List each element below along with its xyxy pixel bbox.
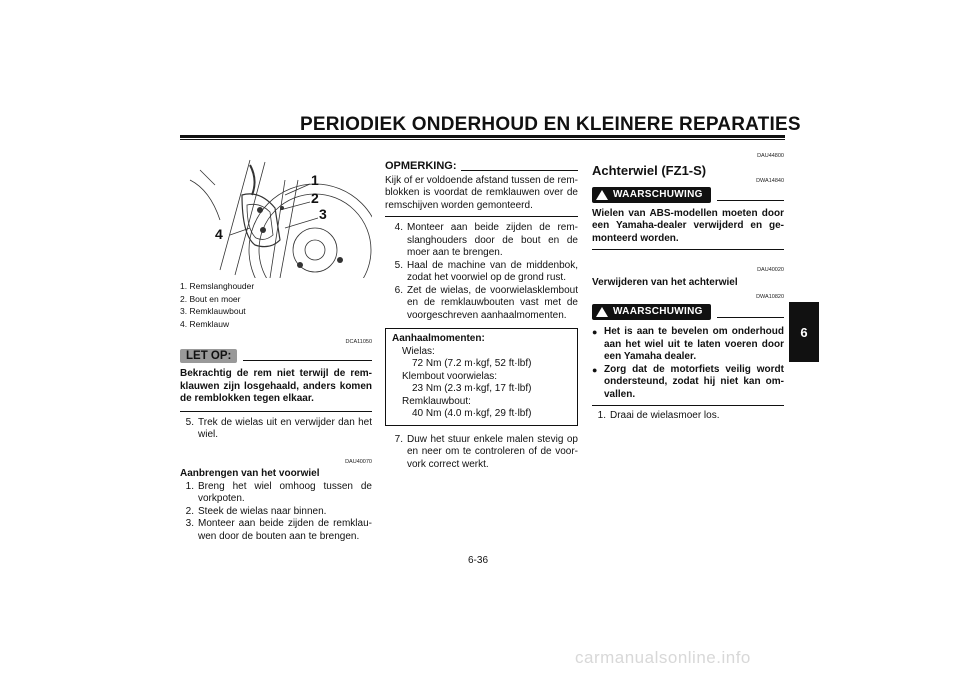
torque-label: Klembout voorwielas: <box>402 370 498 382</box>
subsection-code: DAU40020 <box>757 267 784 273</box>
legend-item: 1. Remslanghouder <box>180 281 255 291</box>
note-heading <box>385 160 578 173</box>
warning-heading <box>592 187 784 204</box>
warning-code: DWA14840 <box>756 178 784 184</box>
warning-icon <box>596 307 608 317</box>
warning-code: DWA10820 <box>756 294 784 300</box>
warning-rule <box>717 200 784 201</box>
section-title: Aanbrengen van het voorwiel <box>180 468 320 479</box>
caution-end-rule <box>180 411 372 412</box>
warning-icon <box>596 190 608 200</box>
header-rule-thin <box>180 139 785 140</box>
note-label: OPMERKING: <box>385 160 457 172</box>
left-column <box>180 280 372 543</box>
caution-rule <box>243 360 372 361</box>
step-number: 7. <box>394 433 403 445</box>
warning-bullet <box>592 364 784 402</box>
step-number: 6. <box>394 284 403 296</box>
callout-2: 2 <box>311 190 319 206</box>
torque-value: 23 Nm (2.3 m·kgf, 17 ft·lbf) <box>412 383 532 394</box>
warning-bullet <box>592 326 784 364</box>
subsection-title: Verwijderen van het achterwiel <box>592 276 738 288</box>
warning-rule <box>717 317 784 318</box>
figure-legend <box>180 280 372 330</box>
list-item <box>385 285 578 323</box>
warning-label: WAARSCHUWING <box>613 305 703 317</box>
warning-heading <box>592 304 784 321</box>
torque-box <box>385 328 578 426</box>
list-item <box>180 417 372 442</box>
brake-figure <box>180 150 372 278</box>
right-column <box>592 150 784 423</box>
caution-label: LET OP: <box>180 349 237 364</box>
note-text: Kijk of er voldoende afstand tussen de rem-blokken is voordat de remklauwen over de remschijven worden gemonteerd. <box>385 174 578 211</box>
section-title: Achterwiel (FZ1-S) <box>592 162 707 178</box>
step-text: Duw het stuur enkele malen stevig op en neer om te controleren of de voor-vork correct werkt. <box>407 433 578 470</box>
note-end-rule <box>385 216 578 217</box>
bullet-icon: ● <box>592 364 598 375</box>
step-text: Steek de wielas naar binnen. <box>198 505 327 517</box>
section-code: DAU40070 <box>345 458 372 465</box>
step-text: Draai de wielasmoer los. <box>610 410 720 421</box>
list-item <box>180 506 372 519</box>
bullet-text: Het is aan te bevelen om onderhoud aan het wiel uit te laten voeren door een Yamaha dealer. <box>604 326 784 362</box>
warning-end-rule <box>592 249 784 250</box>
torque-value: 72 Nm (7.2 m·kgf, 52 ft·lbf) <box>412 358 532 369</box>
torque-label: Remklauwbout: <box>402 395 471 407</box>
caution-heading <box>180 349 372 364</box>
list-item <box>385 260 578 285</box>
step-text: Breng het wiel omhoog tussen de vorkpoten. <box>198 480 372 504</box>
step-text: Haal de machine van de middenbok, zodat het voorwiel op de grond rust. <box>407 259 578 283</box>
list-item <box>180 481 372 506</box>
list-item <box>385 222 578 260</box>
step-number: 2. <box>185 505 194 517</box>
page-number: 6-36 <box>468 555 489 566</box>
torque-value: 40 Nm (4.0 m·kgf, 29 ft·lbf) <box>412 408 532 419</box>
page-header-title: PERIODIEK ONDERHOUD EN KLEINERE REPARATIES <box>300 114 801 135</box>
callout-3: 3 <box>319 206 327 222</box>
warning-label: WAARSCHUWING <box>613 188 703 200</box>
step-number: 3. <box>185 518 194 529</box>
legend-item: 2. Bout en moer <box>180 293 241 304</box>
step-text: Monteer aan beide zijden de remklau-wen door de bouten aan te brengen. <box>198 518 372 542</box>
note-rule <box>461 170 579 171</box>
torque-title: Aanhaalmomenten: <box>392 333 485 344</box>
chapter-tab: 6 <box>789 302 819 362</box>
step-text: Monteer aan beide zijden de rem-slanghouders door de bout en de moer aan te brengen. <box>407 222 578 258</box>
torque-label: Wielas: <box>402 345 435 357</box>
warning-end-rule <box>592 405 784 406</box>
step-text: Zet de wielas, de voorwielasklembout en de remklauwbouten vast met de voorgeschreven aanhaalmomenten. <box>407 284 578 321</box>
warning-text: Wielen van ABS-modellen moeten door een Yamaha-dealer verwijderd en ge-monteerd worden. <box>592 207 784 244</box>
warning-badge <box>592 187 711 204</box>
legend-item: 4. Remklauw <box>180 318 230 329</box>
caution-code: DCA11050 <box>345 339 372 345</box>
bullet-icon: ● <box>592 327 598 337</box>
step-number: 5. <box>394 259 403 271</box>
warning-badge <box>592 304 711 321</box>
header-rule <box>180 135 785 138</box>
bullet-text: Zorg dat de motorfiets veilig wordt ondersteund, zodat hij niet kan om-vallen. <box>604 363 784 400</box>
section-code: DAU44800 <box>757 153 784 159</box>
step-number: 1. <box>185 480 194 492</box>
step-number: 4. <box>394 222 403 233</box>
list-item <box>180 518 372 543</box>
legend-item: 3. Remklauwbout <box>180 306 246 316</box>
step-number: 5. <box>185 416 194 428</box>
callout-4: 4 <box>215 226 223 242</box>
middle-column <box>385 160 578 471</box>
step-number: 1. <box>597 410 606 421</box>
caution-text: Bekrachtig de rem niet terwijl de rem-klauwen zijn losgehaald, anders komen de remblokken tegen elkaar. <box>180 368 372 404</box>
watermark: carmanualsonline.info <box>575 648 751 667</box>
step-text: Trek de wielas uit en verwijder dan het wiel. <box>198 416 372 440</box>
list-item <box>385 434 578 472</box>
callout-1: 1 <box>311 172 319 188</box>
list-item <box>592 410 784 423</box>
brake-caliper-illustration <box>180 150 372 278</box>
